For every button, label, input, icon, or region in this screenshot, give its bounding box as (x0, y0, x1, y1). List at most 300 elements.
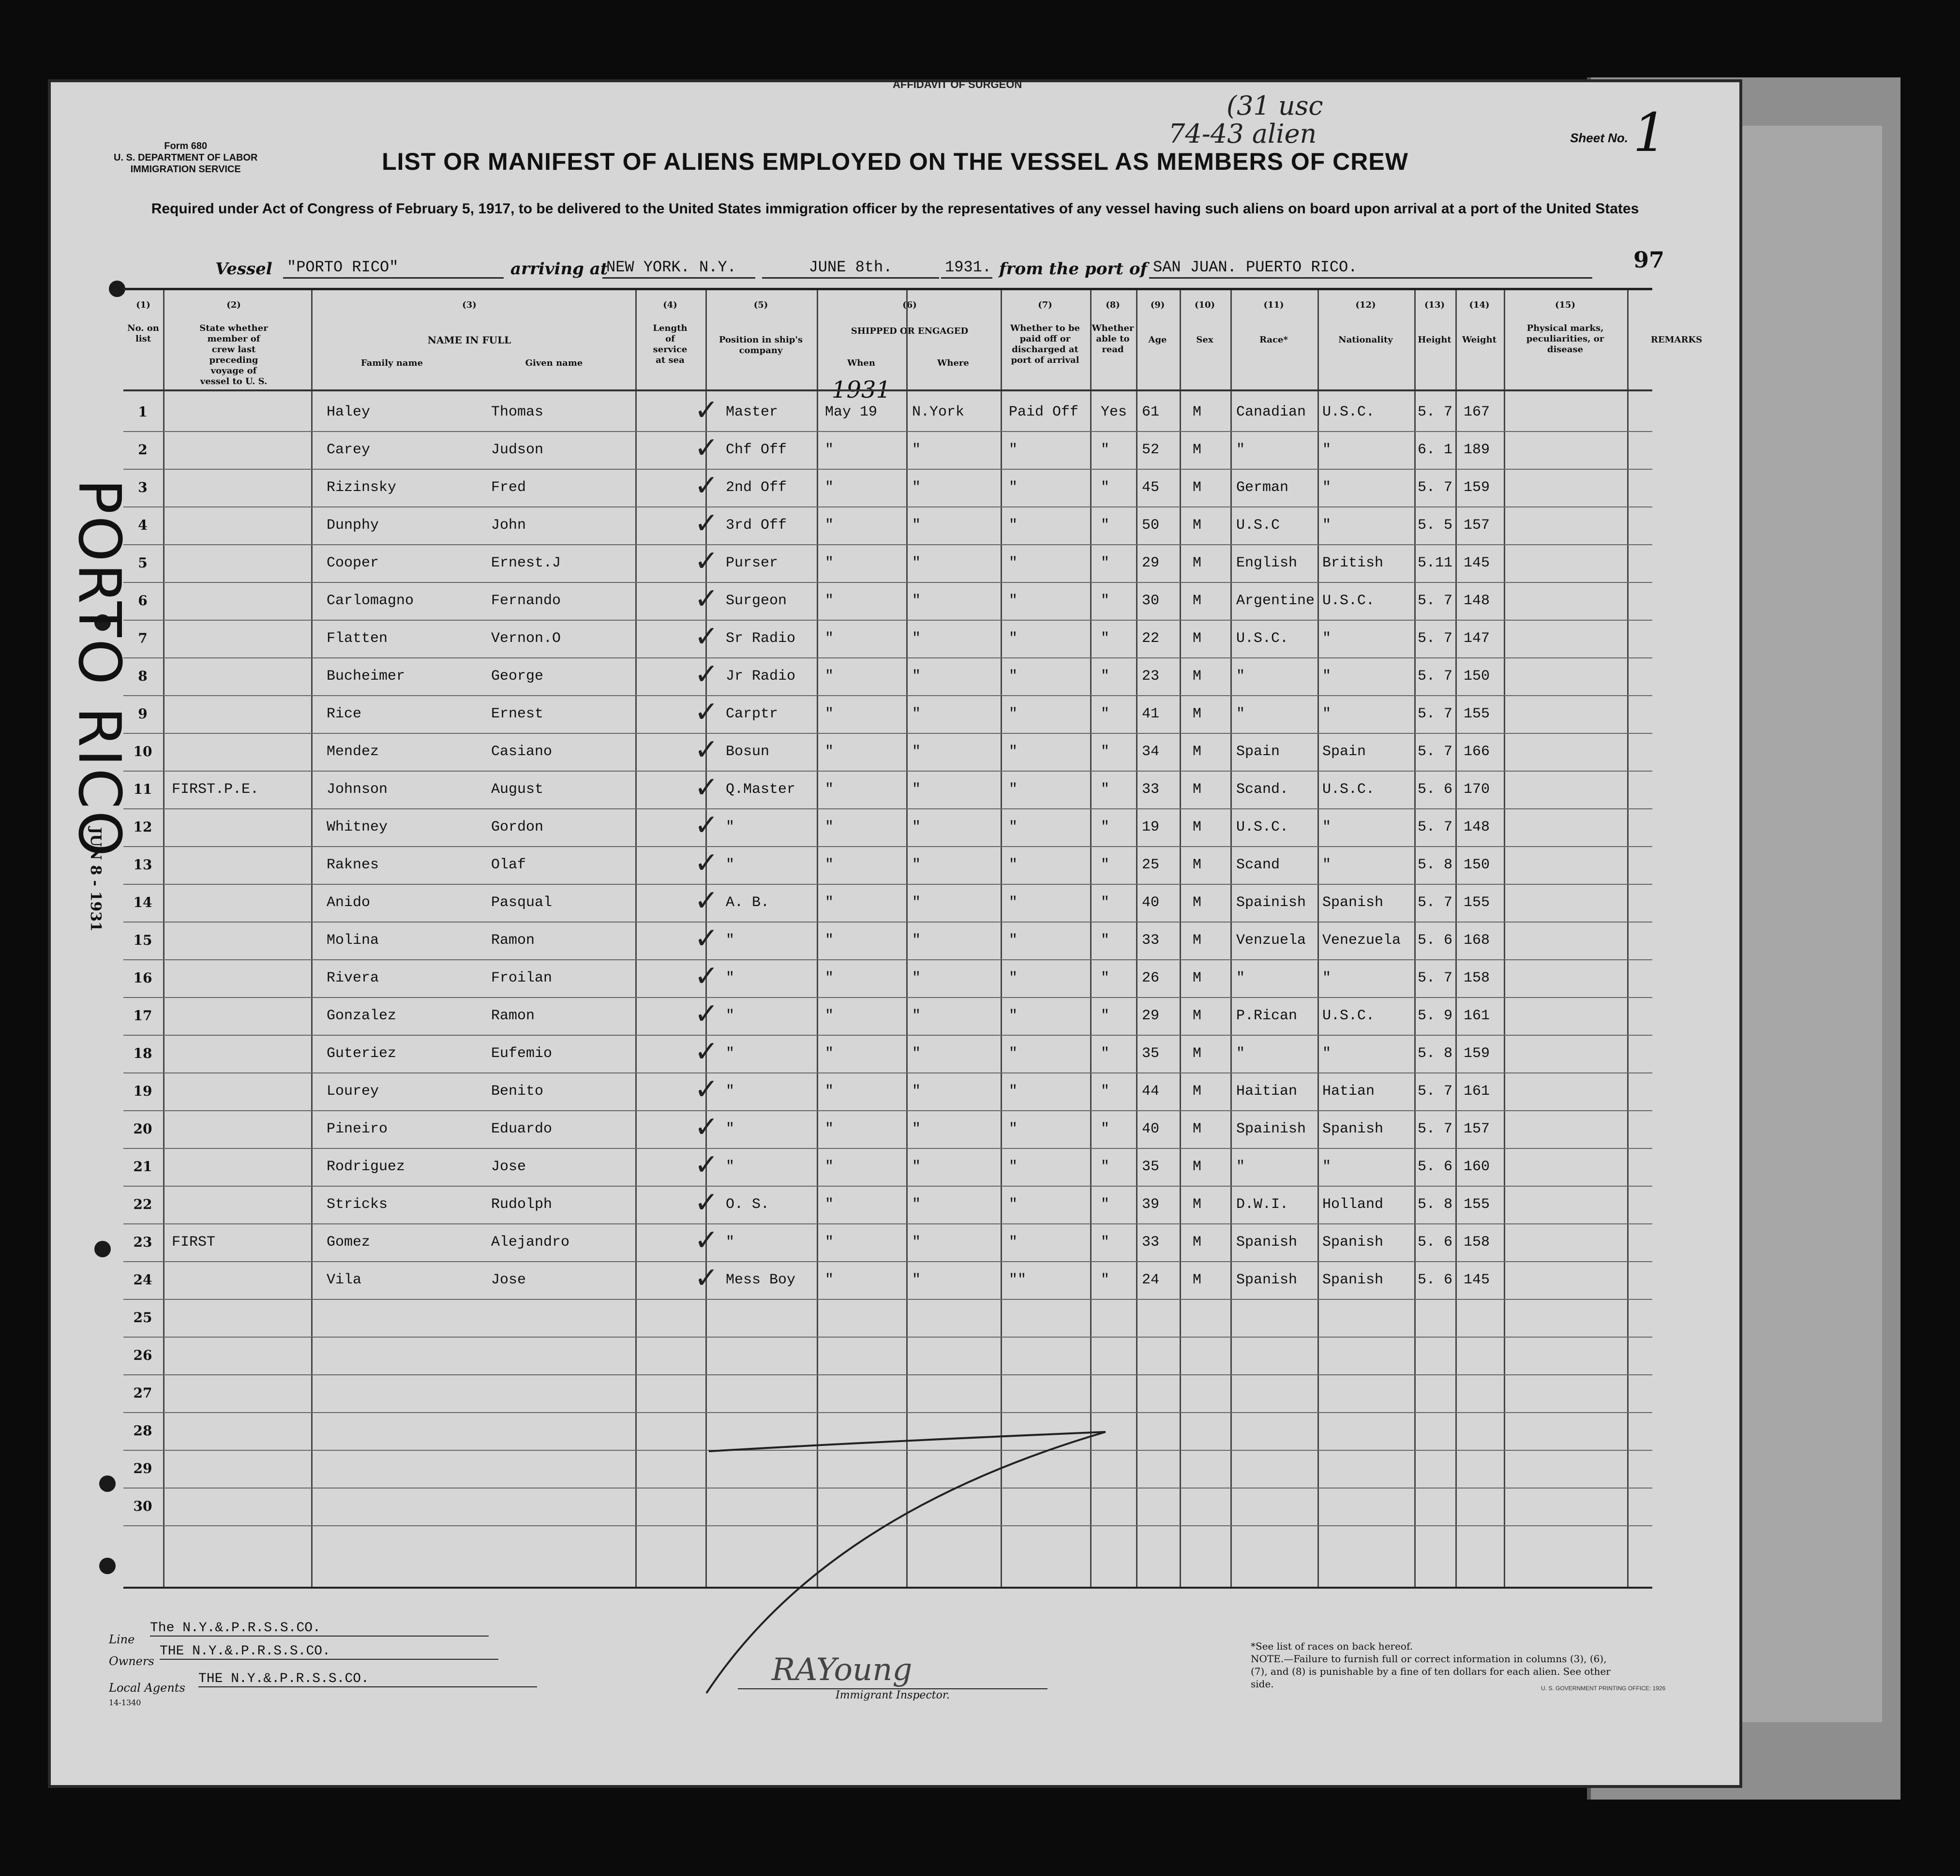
row-number: 24 (133, 1272, 152, 1288)
cell-paid: " (1009, 593, 1018, 609)
cell-given: George (491, 668, 544, 685)
col-label: Whether able to read (1092, 323, 1134, 355)
cell-where: " (912, 630, 921, 647)
cell-family: Johnson (327, 781, 388, 798)
cell-weight: 160 (1464, 1159, 1490, 1175)
cell-age: 26 (1142, 970, 1160, 986)
checkmark-icon: ✓ (694, 695, 719, 729)
cell-position: Mess Boy (726, 1272, 796, 1288)
cell-position: " (726, 932, 735, 949)
row-number: 2 (138, 442, 148, 458)
cell-family: Rivera (327, 970, 379, 986)
cell-where: " (912, 1272, 921, 1288)
cell-sex: M (1193, 555, 1202, 571)
checkmark-icon: ✓ (694, 582, 719, 616)
footnote-races: *See list of races on back hereof. (1251, 1640, 1413, 1652)
footnote-penalty: NOTE.—Failure to furnish full or correct information in columns (3), (6), (7), and (8) is punishable by a fine of ten dollars for each alien. See other side. (1251, 1653, 1611, 1690)
cell-given: Ernest (491, 706, 544, 722)
cell-family: Cooper (327, 555, 379, 571)
cell-family: Lourey (327, 1083, 379, 1100)
cell-height: 5. 7 (1418, 404, 1453, 420)
cell-race: " (1236, 970, 1245, 986)
row-number: 14 (133, 894, 152, 910)
col-label: No. on list (127, 323, 159, 344)
cell-position: " (726, 819, 735, 835)
cell-weight: 150 (1464, 857, 1490, 873)
cell-given: Froilan (491, 970, 553, 986)
cell-height: 5. 6 (1418, 781, 1453, 798)
cell-family: Haley (327, 404, 371, 420)
cell-paid: " (1009, 781, 1018, 798)
cell-race: U.S.C. (1236, 630, 1289, 647)
cell-height: 5. 7 (1418, 479, 1453, 496)
cell-given: Thomas (491, 404, 544, 420)
cell-when: " (825, 668, 834, 685)
cell-nat: U.S.C. (1322, 1008, 1375, 1024)
when-header: When (847, 358, 875, 368)
cell-read: " (1101, 1045, 1110, 1062)
cell-family: Gonzalez (327, 1008, 397, 1024)
col-num: (9) (1150, 300, 1165, 310)
cell-when: " (825, 555, 834, 571)
row-number: 16 (133, 970, 152, 986)
cell-when: " (825, 781, 834, 798)
cell-race: P.Rican (1236, 1008, 1298, 1024)
cell-when: " (825, 517, 834, 534)
cell-given: Pasqual (491, 894, 553, 911)
cell-position: " (726, 1159, 735, 1175)
cell-paid: " (1009, 1008, 1018, 1024)
cell-family: Pineiro (327, 1121, 388, 1137)
col-label: Sex (1196, 335, 1213, 345)
cell-given: Fred (491, 479, 526, 496)
col-label: Length of service at sea (653, 323, 688, 365)
col-label: Position in ship's company (718, 335, 803, 356)
cell-position: " (726, 970, 735, 986)
checkmark-icon: ✓ (694, 922, 719, 955)
cell-position: Chf Off (726, 442, 787, 458)
cell-height: 5. 6 (1418, 932, 1453, 949)
cell-nat: Spain (1322, 744, 1366, 760)
cell-age: 23 (1142, 668, 1160, 685)
cell-race: U.S.C. (1236, 819, 1289, 835)
row-number: 15 (133, 932, 152, 948)
cell-paid: Paid Off (1009, 404, 1079, 420)
cell-nat: Spanish (1322, 1272, 1384, 1288)
cell-height: 5. 7 (1418, 668, 1453, 685)
date-stamp: JUN 8 - 1931 (87, 827, 104, 932)
cell-height: 5. 7 (1418, 744, 1453, 760)
col-num: (11) (1263, 300, 1284, 310)
cell-where: " (912, 781, 921, 798)
cell-given: Ernest.J (491, 555, 561, 571)
cell-given: Casiano (491, 744, 553, 760)
checkmark-icon: ✓ (694, 1148, 719, 1182)
cell-height: 5. 7 (1418, 970, 1453, 986)
cell-when: " (825, 1121, 834, 1137)
cell-where: " (912, 1234, 921, 1251)
cell-nat: " (1322, 819, 1332, 835)
cell-family: Rice (327, 706, 362, 722)
cell-position: 2nd Off (726, 479, 787, 496)
cell-when: " (825, 857, 834, 873)
page-subtitle: Required under Act of Congress of February 5, 1917, to be delivered to the United States immigration officer by the representatives of any vessel having such aliens on board upon arrival at a port of the United States (151, 201, 1639, 217)
cell-paid: " (1009, 932, 1018, 949)
checkmark-icon: ✓ (694, 884, 719, 918)
checkmark-icon: ✓ (694, 808, 719, 842)
checkmark-icon: ✓ (694, 846, 719, 880)
cell-given: Eufemio (491, 1045, 553, 1062)
col-num: (14) (1469, 300, 1490, 310)
cell-weight: 145 (1464, 1272, 1490, 1288)
cell-paid: " (1009, 442, 1018, 458)
cell-nat: " (1322, 970, 1332, 986)
cell-weight: 157 (1464, 1121, 1490, 1137)
cell-where: " (912, 1159, 921, 1175)
checkmark-icon: ✓ (694, 469, 719, 503)
cell-when: " (825, 479, 834, 496)
cell-race: Argentine (1236, 593, 1315, 609)
cell-race: " (1236, 442, 1245, 458)
cell-race: " (1236, 706, 1245, 722)
cell-height: 6. 1 (1418, 442, 1453, 458)
cell-nat: Spanish (1322, 1121, 1384, 1137)
cell-weight: 148 (1464, 819, 1490, 835)
form-number: Form 680 (164, 141, 208, 151)
cell-read: " (1101, 894, 1110, 911)
cell-read: " (1101, 1083, 1110, 1100)
row-number: 27 (133, 1385, 152, 1401)
cell-where: " (912, 1008, 921, 1024)
cell-age: 39 (1142, 1196, 1160, 1213)
department-name: U. S. DEPARTMENT OF LABOR (114, 152, 258, 163)
cell-weight: 155 (1464, 1196, 1490, 1213)
cell-race: D.W.I. (1236, 1196, 1289, 1213)
checkmark-icon: ✓ (694, 431, 719, 465)
row-number: 18 (133, 1045, 152, 1061)
row-number: 7 (138, 630, 148, 646)
cell-age: 40 (1142, 1121, 1160, 1137)
cell-age: 35 (1142, 1045, 1160, 1062)
col-num: (6) (902, 300, 917, 310)
cell-sex: M (1193, 1045, 1202, 1062)
cell-sex: M (1193, 668, 1202, 685)
cell-age: 45 (1142, 479, 1160, 496)
cell-sex: M (1193, 819, 1202, 835)
cell-age: 33 (1142, 781, 1160, 798)
cell-height: 5. 6 (1418, 1159, 1453, 1175)
col-label: Race* (1259, 335, 1288, 345)
col-label: Physical marks, peculiarities, or disease (1526, 323, 1604, 355)
cell-weight: 147 (1464, 630, 1490, 647)
row-number: 9 (138, 706, 148, 722)
cell-age: 40 (1142, 894, 1160, 911)
line-value: The N.Y.&.P.R.S.S.CO. (150, 1621, 489, 1637)
cell-weight: 168 (1464, 932, 1490, 949)
cell-read: " (1101, 593, 1110, 609)
col-num: (8) (1106, 300, 1120, 310)
cell-sex: M (1193, 442, 1202, 458)
cell-height: 5. 9 (1418, 1008, 1453, 1024)
cell-given: Ramon (491, 932, 535, 949)
cell-race: Spain (1236, 744, 1280, 760)
col-num: (10) (1194, 300, 1215, 310)
cell-paid: "" (1009, 1272, 1027, 1288)
cell-height: 5. 7 (1418, 630, 1453, 647)
cell-given: Vernon.O (491, 630, 561, 647)
manifest-page (51, 78, 1739, 1785)
cell-read: " (1101, 442, 1110, 458)
cell-read: " (1101, 744, 1110, 760)
cell-where: " (912, 819, 921, 835)
cell-read: " (1101, 630, 1110, 647)
cell-sex: M (1193, 1196, 1202, 1213)
cell-race: German (1236, 479, 1289, 496)
row-number: 29 (133, 1460, 152, 1476)
cell-height: 5. 7 (1418, 706, 1453, 722)
cell-sex: M (1193, 517, 1202, 534)
cell-height: 5. 6 (1418, 1234, 1453, 1251)
cell-where: " (912, 1196, 921, 1213)
cell-where: " (912, 932, 921, 949)
given-name-header: Given name (525, 358, 583, 368)
cell-where: " (912, 668, 921, 685)
checkmark-icon: ✓ (694, 657, 719, 691)
cell-race: Venzuela (1236, 932, 1306, 949)
col-label: Nationality (1338, 335, 1393, 345)
cell-where: " (912, 1045, 921, 1062)
cell-height: 5. 8 (1418, 1045, 1453, 1062)
cell-age: 29 (1142, 1008, 1160, 1024)
cell-prev: FIRST.P.E. (172, 781, 259, 798)
cell-race: " (1236, 1159, 1245, 1175)
cell-race: Spainish (1236, 894, 1306, 911)
col-num: (15) (1555, 300, 1576, 310)
form-code: 14-1340 (109, 1698, 141, 1707)
from-port: SAN JUAN. PUERTO RICO. (1149, 258, 1592, 279)
cell-given: Fernando (491, 593, 561, 609)
row-number: 8 (138, 668, 148, 684)
cell-race: Spanish (1236, 1234, 1298, 1251)
cell-family: Flatten (327, 630, 388, 647)
cell-read: " (1101, 706, 1110, 722)
cell-paid: " (1009, 1196, 1018, 1213)
cell-when: " (825, 1159, 834, 1175)
cell-sex: M (1193, 781, 1202, 798)
cell-nat: " (1322, 1045, 1332, 1062)
cell-read: Yes (1101, 404, 1127, 420)
cell-family: Anido (327, 894, 371, 911)
handwritten-note-1: (31 usc (1227, 90, 1323, 121)
cell-given: Jose (491, 1159, 526, 1175)
cell-read: " (1101, 517, 1110, 534)
from-port-label: from the port of (999, 259, 1148, 279)
cell-height: 5. 8 (1418, 857, 1453, 873)
cell-sex: M (1193, 1234, 1202, 1251)
row-number: 11 (133, 781, 152, 797)
col-num: (3) (462, 300, 477, 310)
inspector-label: Immigrant Inspector. (738, 1688, 1047, 1701)
row-number: 30 (133, 1498, 152, 1514)
cell-nat: U.S.C. (1322, 781, 1375, 798)
cell-position: " (726, 1121, 735, 1137)
row-number: 23 (133, 1234, 152, 1250)
cell-given: Olaf (491, 857, 526, 873)
cell-nat: Spanish (1322, 1234, 1384, 1251)
cell-where: " (912, 970, 921, 986)
cell-age: 19 (1142, 819, 1160, 835)
cell-height: 5. 7 (1418, 1121, 1453, 1137)
cell-sex: M (1193, 1008, 1202, 1024)
cell-nat: Holland (1322, 1196, 1384, 1213)
cell-given: Eduardo (491, 1121, 553, 1137)
cell-where: " (912, 1083, 921, 1100)
cell-position: Purser (726, 555, 778, 571)
cell-race: Scand (1236, 857, 1280, 873)
cell-family: Mendez (327, 744, 379, 760)
cell-race: " (1236, 668, 1245, 685)
cell-when: " (825, 932, 834, 949)
cell-height: 5.11 (1418, 555, 1453, 571)
checkmark-icon: ✓ (694, 771, 719, 804)
cell-age: 50 (1142, 517, 1160, 534)
checkmark-icon: ✓ (694, 544, 719, 578)
cell-race: Haitian (1236, 1083, 1298, 1100)
cell-where: " (912, 517, 921, 534)
arriving-label: arriving at (510, 259, 608, 279)
row-number: 20 (133, 1121, 152, 1137)
cell-nat: British (1322, 555, 1384, 571)
vessel-label: Vessel (215, 259, 272, 279)
cell-family: Stricks (327, 1196, 388, 1213)
row-number: 25 (133, 1310, 152, 1325)
handwritten-strokes (51, 82, 1739, 1785)
cell-age: 33 (1142, 932, 1160, 949)
cell-when: " (825, 1083, 834, 1100)
cell-age: 34 (1142, 744, 1160, 760)
cell-height: 5. 5 (1418, 517, 1453, 534)
cell-position: Q.Master (726, 781, 796, 798)
cell-given: Alejandro (491, 1234, 570, 1251)
row-number: 28 (133, 1423, 152, 1439)
cell-race: Spainish (1236, 1121, 1306, 1137)
cell-weight: 145 (1464, 555, 1490, 571)
cell-position: " (726, 1083, 735, 1100)
checkmark-icon: ✓ (694, 997, 719, 1031)
cell-position: Jr Radio (726, 668, 796, 685)
cell-sex: M (1193, 1159, 1202, 1175)
owners-value: THE N.Y.&.P.R.S.S.CO. (160, 1644, 498, 1660)
cell-position: Bosun (726, 744, 770, 760)
cell-family: Molina (327, 932, 379, 949)
printer-imprint: U. S. GOVERNMENT PRINTING OFFICE: 1926 (1541, 1685, 1666, 1692)
cell-nat: " (1322, 857, 1332, 873)
row-number: 22 (133, 1196, 152, 1212)
family-name-header: Family name (360, 358, 423, 368)
cell-position: " (726, 1045, 735, 1062)
cell-sex: M (1193, 857, 1202, 873)
cell-nat: U.S.C. (1322, 404, 1375, 420)
cell-given: August (491, 781, 544, 798)
cell-sex: M (1193, 404, 1202, 420)
cell-family: Whitney (327, 819, 388, 835)
checkmark-icon: ✓ (694, 1072, 719, 1106)
cell-family: Rodriguez (327, 1159, 405, 1175)
cell-position: Master (726, 404, 778, 420)
cell-sex: M (1193, 630, 1202, 647)
cell-sex: M (1193, 894, 1202, 911)
cell-family: Vila (327, 1272, 362, 1288)
cell-weight: 161 (1464, 1008, 1490, 1024)
cell-sex: M (1193, 593, 1202, 609)
checkmark-icon: ✓ (694, 959, 719, 993)
affidavit-header: AFFIDAVIT OF SURGEON (893, 78, 1022, 90)
col-label: Height (1418, 335, 1451, 345)
checkmark-icon: ✓ (694, 1110, 719, 1144)
cell-when: " (825, 1234, 834, 1251)
cell-read: " (1101, 479, 1110, 496)
cell-paid: " (1009, 819, 1018, 835)
cell-where: " (912, 1121, 921, 1137)
cell-family: Gomez (327, 1234, 371, 1251)
cell-race: English (1236, 555, 1298, 571)
cell-given: Gordon (491, 819, 544, 835)
agents-label: Local Agents (109, 1681, 185, 1695)
cell-family: Dunphy (327, 517, 379, 534)
cell-sex: M (1193, 744, 1202, 760)
cell-age: 52 (1142, 442, 1160, 458)
cell-sex: M (1193, 1121, 1202, 1137)
cell-position: Surgeon (726, 593, 787, 609)
cell-when: May 19 (825, 404, 878, 420)
cell-height: 5. 7 (1418, 894, 1453, 911)
cell-read: " (1101, 970, 1110, 986)
col-label: NAME IN FULL (427, 334, 511, 346)
cell-weight: 150 (1464, 668, 1490, 685)
cell-read: " (1101, 781, 1110, 798)
cell-paid: " (1009, 970, 1018, 986)
cell-weight: 155 (1464, 706, 1490, 722)
checkmark-icon: ✓ (694, 1261, 719, 1295)
cell-sex: M (1193, 706, 1202, 722)
cell-where: " (912, 706, 921, 722)
row-number: 13 (133, 857, 152, 873)
row-number: 3 (138, 479, 148, 495)
cell-weight: 159 (1464, 1045, 1490, 1062)
cell-race: Spanish (1236, 1272, 1298, 1288)
sheet-number-label: Sheet No. (1570, 131, 1628, 145)
cell-paid: " (1009, 706, 1018, 722)
cell-paid: " (1009, 517, 1018, 534)
cell-position: Sr Radio (726, 630, 796, 647)
cell-when: " (825, 970, 834, 986)
cell-read: " (1101, 819, 1110, 835)
sheet-number-value: 1 (1633, 102, 1667, 164)
cell-family: Raknes (327, 857, 379, 873)
cell-when: " (825, 1272, 834, 1288)
cell-position: A. B. (726, 894, 770, 911)
col-label: Weight (1462, 335, 1497, 345)
cell-age: 61 (1142, 404, 1160, 420)
cell-where: " (912, 479, 921, 496)
col-label: Whether to be paid off or discharged at port of arrival (1010, 323, 1080, 365)
cell-when: " (825, 1045, 834, 1062)
cell-read: " (1101, 555, 1110, 571)
cell-when: " (825, 630, 834, 647)
cell-weight: 155 (1464, 894, 1490, 911)
cell-nat: " (1322, 668, 1332, 685)
cell-given: Ramon (491, 1008, 535, 1024)
